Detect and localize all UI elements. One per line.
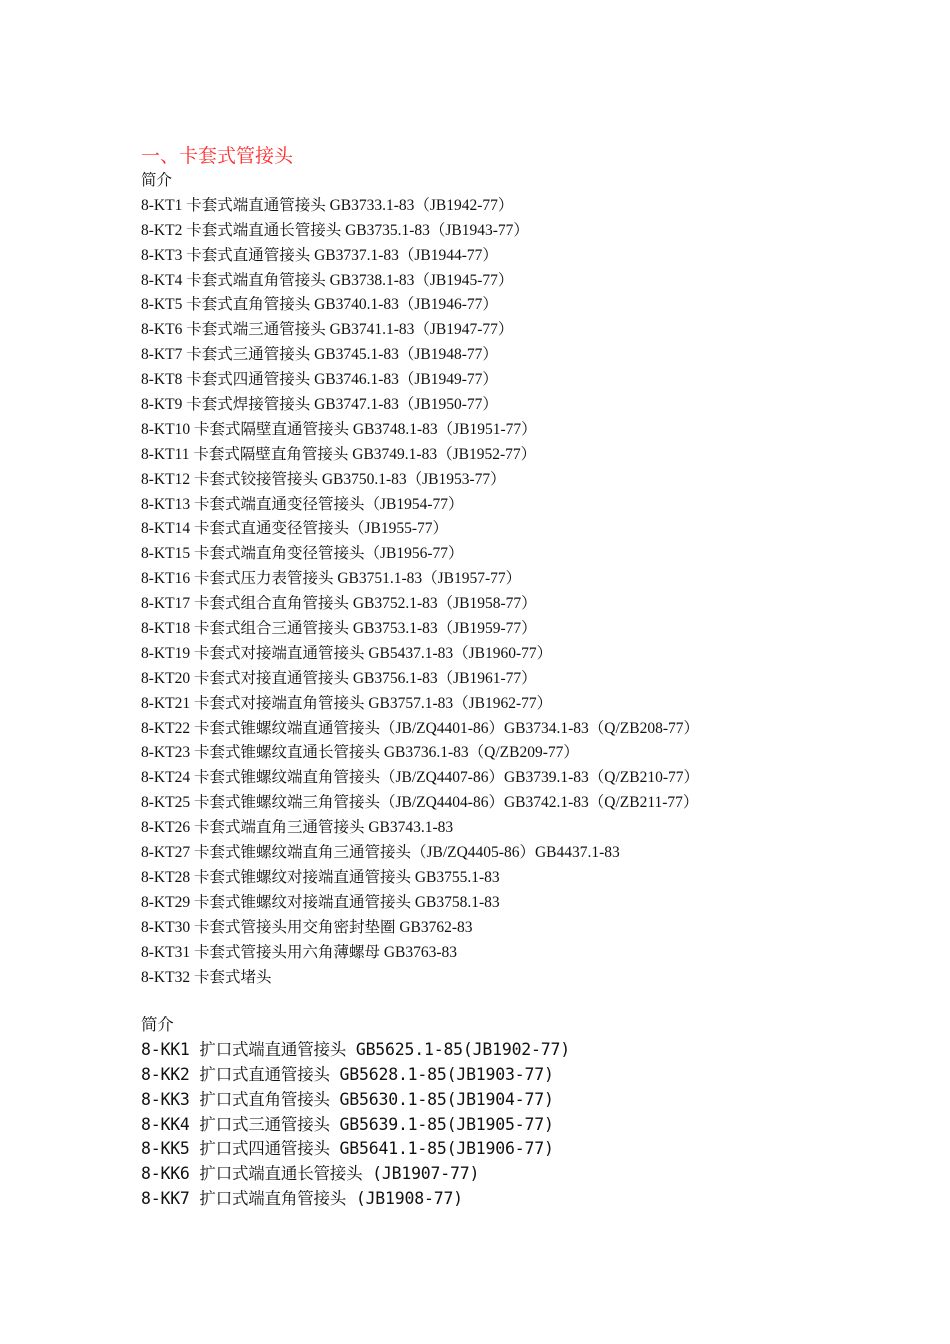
list-item: 8-KT26 卡套式端直角三通管接头 GB3743.1-83 <box>141 819 454 837</box>
list-item: 8-KT3 卡套式直通管接头 GB3737.1-83（JB1944-77） <box>141 246 498 264</box>
list-item: 8-KT10 卡套式隔壁直通管接头 GB3748.1-83（JB1951-77） <box>141 420 537 438</box>
list-item: 8-KT23 卡套式锥螺纹直通长管接头 GB3736.1-83（Q/ZB209-77） <box>141 744 579 762</box>
section-intro: 简介 <box>141 1015 174 1034</box>
list-item: 8-KT24 卡套式锥螺纹端直角管接头（JB/ZQ4407-86）GB3739.1-83（Q/ZB210-77） <box>141 769 699 787</box>
list-item: 8-KT21 卡套式对接端直角管接头 GB3757.1-83（JB1962-77） <box>141 694 553 712</box>
list-item: 8-KT2 卡套式端直通长管接头 GB3735.1-83（JB1943-77） <box>141 221 529 239</box>
list-item: 8-KT30 卡套式管接头用交角密封垫圈 GB3762-83 <box>141 918 473 936</box>
list-item: 8-KK3 扩口式直角管接头 GB5630.1-85(JB1904-77) <box>141 1089 554 1109</box>
list-item: 8-KT12 卡套式铰接管接头 GB3750.1-83（JB1953-77） <box>141 470 506 488</box>
section-heading: 一、卡套式管接头 <box>141 145 294 167</box>
list-item: 8-KT14 卡套式直通变径管接头（JB1955-77） <box>141 520 448 538</box>
list-item: 8-KT9 卡套式焊接管接头 GB3747.1-83（JB1950-77） <box>141 396 498 414</box>
list-item: 8-KT32 卡套式堵头 <box>141 968 272 986</box>
list-item: 8-KT8 卡套式四通管接头 GB3746.1-83（JB1949-77） <box>141 371 498 389</box>
list-item: 8-KT27 卡套式锥螺纹端直角三通管接头（JB/ZQ4405-86）GB4437.1-83 <box>141 844 620 862</box>
list-item: 8-KT1 卡套式端直通管接头 GB3733.1-83（JB1942-77） <box>141 196 514 214</box>
list-item: 8-KT15 卡套式端直角变径管接头（JB1956-77） <box>141 545 464 563</box>
list-item: 8-KK4 扩口式三通管接头 GB5639.1-85(JB1905-77) <box>141 1114 554 1134</box>
section-intro: 简介 <box>141 172 173 189</box>
list-item: 8-KT20 卡套式对接直通管接头 GB3756.1-83（JB1961-77） <box>141 669 537 687</box>
list-item: 8-KT29 卡套式锥螺纹对接端直通管接头 GB3758.1-83 <box>141 893 500 911</box>
list-item: 8-KT13 卡套式端直通变径管接头（JB1954-77） <box>141 495 464 513</box>
list-item: 8-KT17 卡套式组合直角管接头 GB3752.1-83（JB1958-77） <box>141 595 537 613</box>
list-item: 8-KT7 卡套式三通管接头 GB3745.1-83（JB1948-77） <box>141 346 498 364</box>
list-item: 8-KT11 卡套式隔壁直角管接头 GB3749.1-83（JB1952-77） <box>141 445 537 463</box>
section-ferrule-fittings <box>141 169 699 990</box>
list-item: 8-KT25 卡套式锥螺纹端三角管接头（JB/ZQ4404-86）GB3742.1-83（Q/ZB211-77） <box>141 794 699 812</box>
list-item: 8-KT22 卡套式锥螺纹端直通管接头（JB/ZQ4401-86）GB3734.1-83（Q/ZB208-77） <box>141 719 699 737</box>
list-item: 8-KT4 卡套式端直角管接头 GB3738.1-83（JB1945-77） <box>141 271 514 289</box>
list-item: 8-KK2 扩口式直通管接头 GB5628.1-85(JB1903-77) <box>141 1064 554 1084</box>
list-item: 8-KK7 扩口式端直角管接头 (JB1908-77) <box>141 1189 463 1209</box>
list-item: 8-KT6 卡套式端三通管接头 GB3741.1-83（JB1947-77） <box>141 321 514 339</box>
list-item: 8-KT28 卡套式锥螺纹对接端直通管接头 GB3755.1-83 <box>141 868 500 886</box>
list-item: 8-KT19 卡套式对接端直通管接头 GB5437.1-83（JB1960-77） <box>141 644 553 662</box>
list-item: 8-KT18 卡套式组合三通管接头 GB3753.1-83（JB1959-77） <box>141 620 537 638</box>
list-item: 8-KK6 扩口式端直通长管接头 (JB1907-77) <box>141 1164 480 1184</box>
list-item: 8-KK1 扩口式端直通管接头 GB5625.1-85(JB1902-77) <box>141 1039 570 1059</box>
list-item: 8-KT16 卡套式压力表管接头 GB3751.1-83（JB1957-77） <box>141 570 522 588</box>
list-item: 8-KK5 扩口式四通管接头 GB5641.1-85(JB1906-77) <box>141 1139 554 1159</box>
section-flare-fittings <box>141 1013 570 1212</box>
list-item: 8-KT31 卡套式管接头用六角薄螺母 GB3763-83 <box>141 943 458 961</box>
list-item: 8-KT5 卡套式直角管接头 GB3740.1-83（JB1946-77） <box>141 296 498 314</box>
